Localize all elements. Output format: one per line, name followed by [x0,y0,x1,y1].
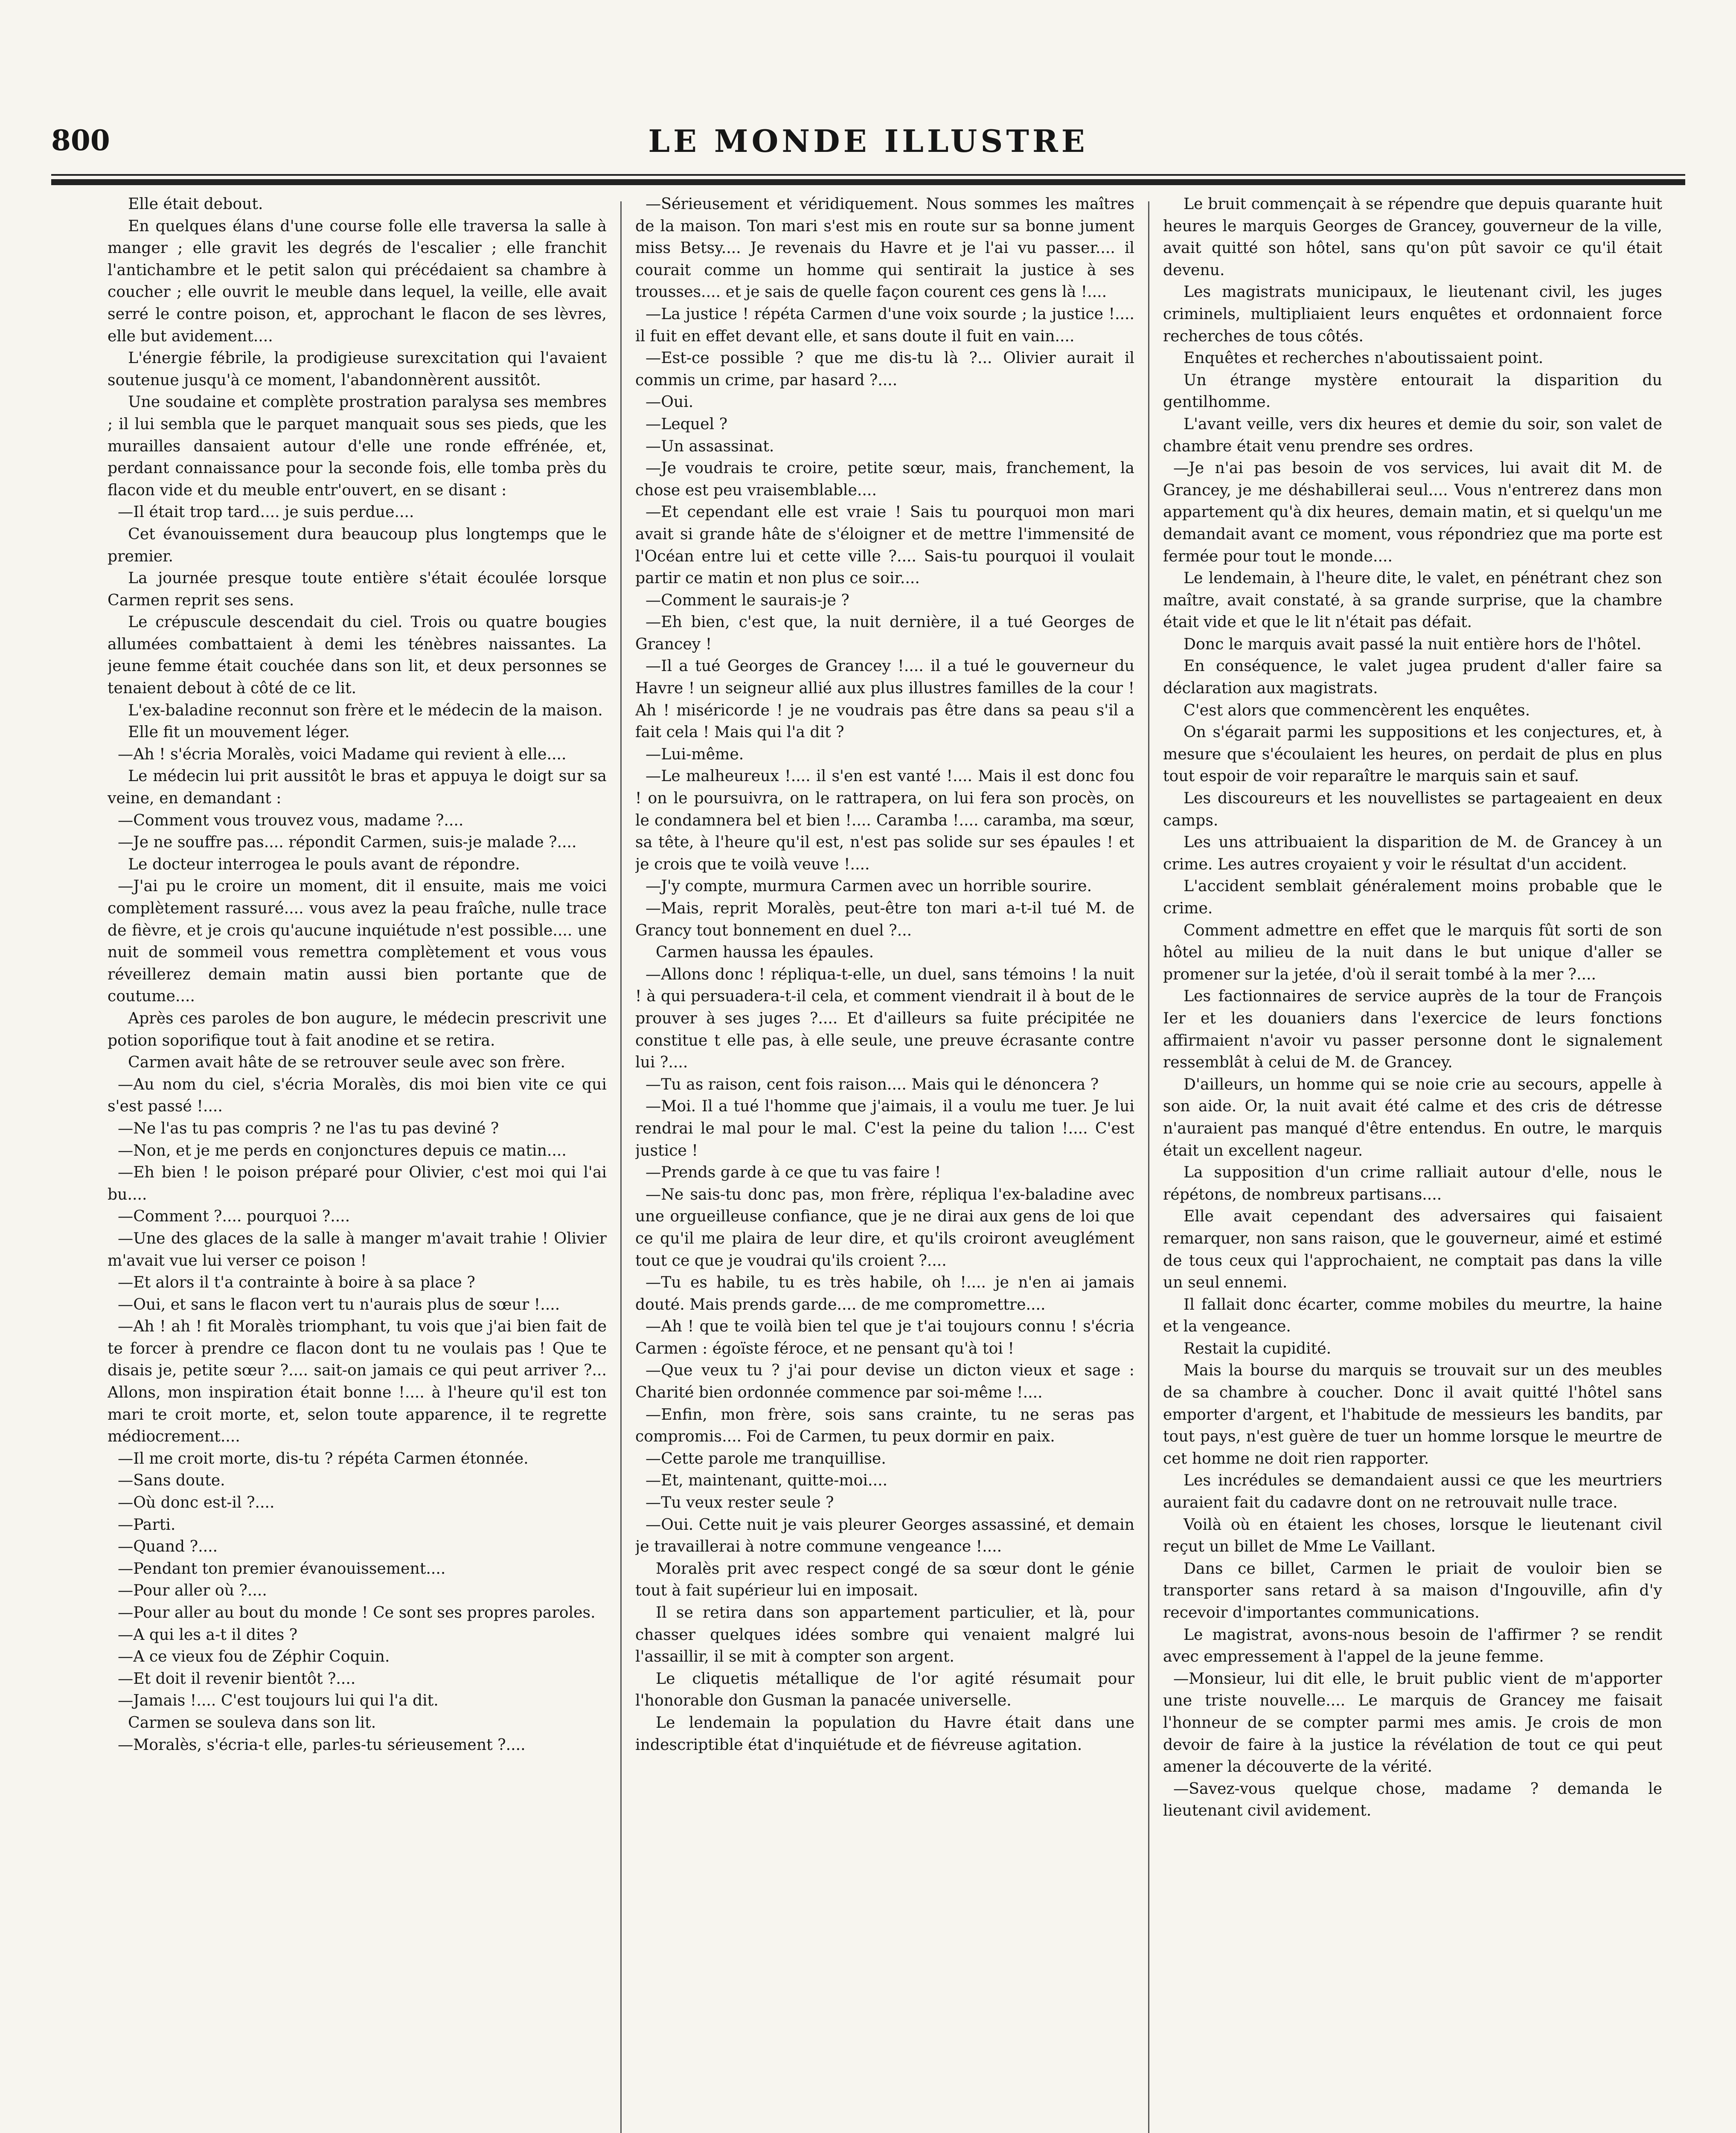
paragraph: Elle avait cependant des adversaires qui faisaient remarquer, non sans raison, que le gouverneur, aimé et estimé de tous ceux qui l'approchaient, ne comptait pas dans la ville un seul ennemi. [1163,1207,1662,1292]
paragraph: —J'y compte, murmura Carmen avec un horrible sourire. [646,877,1092,895]
paragraph: —Où donc est-il ?.... [118,1493,275,1512]
paragraph: Voilà où en étaient les choses, lorsque le lieutenant civil reçut un billet de Mme Le Vaillant. [1163,1515,1662,1556]
paragraph: Moralès prit avec respect congé de sa sœur dont le génie tout à fait supérieur lui en imposait. [635,1559,1134,1600]
column-1 [108,193,607,2133]
paragraph: L'énergie fébrile, la prodigieuse surexcitation qui l'avaient soutenue jusqu'à ce moment, l'abandonnèrent aussitôt. [108,349,607,389]
paragraph: L'accident semblait généralement moins probable que le crime. [1163,877,1662,917]
paragraph: Le bruit commençait à se répendre que depuis quarante huit heures le marquis Georges de Grancey, gouverneur de la ville, avait quitté son hôtel, sans qu'on pût savoir ce qu'il était devenu. [1163,195,1662,279]
paragraph: —Ne l'as tu pas compris ? ne l'as tu pas deviné ? [118,1119,499,1137]
paragraph: —Est-ce possible ? que me dis-tu là ?... Olivier aurait il commis un crime, par hasard ?.... [635,349,1134,389]
paragraph: —Je ne souffre pas.... répondit Carmen, suis-je malade ?.... [118,833,577,851]
paragraph: —Il a tué Georges de Grancey !.... il a tué le gouverneur du Havre ! un seigneur allié aux plus illustres familles de la cour ! Ah ! miséricorde ! je ne voudrais pas être dans sa peau s'il a fait cela ! Mais qui l'a dit ? [635,657,1134,741]
paragraph: —Monsieur, lui dit elle, le bruit public vient de m'apporter une triste nouvelle.... Le marquis de Grancey me faisait l'honneur de se compter parmi mes amis. Je crois de mon devoir de faire à la justice la révélation de tout ce qui peut amener la découverte de la vérité. [1163,1669,1662,1776]
paragraph: —Allons donc ! répliqua-t-elle, un duel, sans témoins ! la nuit ! à qui persuadera-t-il cela, et comment viendrait il à bout de le prouver à ses juges ?.... Et d'ailleurs sa fuite précipitée ne constitue t elle pas, à elle seule, une preuve écrasante contre lui ?.... [635,965,1134,1072]
paragraph: Le magistrat, avons-nous besoin de l'affirmer ? se rendit avec empressement à l'appel de la jeune femme. [1163,1625,1662,1666]
paragraph: Une soudaine et complète prostration paralysa ses membres ; il lui sembla que le parquet manquait sous ses pieds, que les murailles dansaient autour d'elle une ronde effrénée, et, perdant connaissance pour la seconde fois, elle tomba près du flacon vide et du meuble entr'ouvert, en se disant : [108,392,607,499]
paragraph: —Une des glaces de la salle à manger m'avait trahie ! Olivier m'avait vue lui verser ce poison ! [108,1229,607,1270]
paragraph: Le crépuscule descendait du ciel. Trois ou quatre bougies allumées combattaient à demi les ténèbres naissantes. La jeune femme était couchée dans son lit, et deux personnes se tenaient debout à côté de ce lit. [108,613,607,697]
paragraph: Elle était debout. [128,195,263,213]
paragraph: —Prends garde à ce que tu vas faire ! [646,1163,941,1182]
paragraph: —Et cependant elle est vraie ! Sais tu pourquoi mon mari avait si grande hâte de s'éloigner et de mettre l'immensité de l'Océan entre lui et cette ville ?.... Sais-tu pourquoi il voulait partir ce matin et non plus ce soir.... [635,503,1134,587]
paragraph: Il fallait donc écarter, comme mobiles du meurtre, la haine et la vengeance. [1163,1295,1662,1336]
page-number: 800 [51,124,110,157]
paragraph: Mais la bourse du marquis se trouvait sur un des meubles de sa chambre à coucher. Donc il avait quitté l'hôtel sans emporter d'argent, et l'habitude de messieurs les bandits, par tout pays, n'est guère de tuer un homme lorsque le meurtre de cet homme ne doit rien rapporter. [1163,1361,1662,1468]
paragraph: —Enfin, mon frère, sois sans crainte, tu ne seras pas compromis.... Foi de Carmen, tu peux dormir en paix. [635,1405,1134,1446]
paragraph: —Sérieusement et véridiquement. Nous sommes les maîtres de la maison. Ton mari s'est mis en route sur sa bonne jument miss Betsy.... Je revenais du Havre et je l'ai vu passer.... il courait comme un homme qui sentirait la justice à ses trousses.... et je sais de quelle façon courent ces gens là !.... [635,195,1134,301]
column-2 [635,193,1134,2133]
paragraph: —Lequel ? [646,414,727,433]
paragraph: —J'ai pu le croire un moment, dit il ensuite, mais me voici complètement rassuré.... vous avez la peau fraîche, nulle trace de fièvre, et je crois qu'aucune inquiétude n'est possible.... une nuit de sommeil vous remettra complètement et vous vous réveillerez demain matin aussi bien portante que de coutume.... [108,877,607,1005]
paragraph: —Tu veux rester seule ? [646,1493,834,1512]
column-separator [1148,201,1149,2133]
paragraph: Le docteur interrogea le pouls avant de répondre. [128,854,520,873]
paragraph: L'avant veille, vers dix heures et demie du soir, son valet de chambre était venu prendre ses ordres. [1163,414,1662,455]
paragraph: Dans ce billet, Carmen le priait de vouloir bien se transporter sans retard à sa maison d'Ingouville, afin d'y recevoir d'importantes communications. [1163,1559,1662,1622]
paragraph: —Cette parole me tranquillise. [646,1449,886,1468]
paragraph: Un étrange mystère entourait la disparition du gentilhomme. [1163,370,1662,411]
paragraph: Après ces paroles de bon augure, le médecin prescrivit une potion soporifique tout à fait anodine et se retira. [108,1008,607,1049]
paragraph: Carmen haussa les épaules. [656,943,874,962]
paragraph: C'est alors que commencèrent les enquêtes. [1184,700,1530,719]
paragraph: La supposition d'un crime ralliait autour d'elle, nous le répétons, de nombreux partisans.... [1163,1163,1662,1203]
paragraph: —Il était trop tard.... je suis perdue.... [118,503,414,521]
paragraph: —Pendant ton premier évanouissement.... [118,1559,446,1578]
paragraph: —Je voudrais te croire, petite sœur, mais, franchement, la chose est peu vraisemblable.... [635,459,1134,499]
paragraph: D'ailleurs, un homme qui se noie crie au secours, appelle à son aide. Or, la nuit avait été calme et des cris de détresse n'auraient pas manqué d'être entendus. En outre, le marquis était un excellent nageur. [1163,1075,1662,1159]
paragraph: Enquêtes et recherches n'aboutissaient point. [1184,349,1544,367]
paragraph: —Ah ! que te voilà bien tel que je t'ai toujours connu ! s'écria Carmen : égoïste féroce, et ne pensant qu'à toi ! [635,1317,1134,1357]
paragraph: Les incrédules se demandaient aussi ce que les meurtriers auraient fait du cadavre dont on ne retrouvait nulle trace. [1163,1471,1662,1512]
paragraph: —La justice ! répéta Carmen d'une voix sourde ; la justice !.... il fuit en effet devant elle, et sans doute il fuit en vain.... [635,304,1134,345]
paragraph: —Et doit il revenir bientôt ?.... [118,1669,356,1688]
paragraph: En quelques élans d'une course folle elle traversa la salle à manger ; elle gravit les degrés de l'escalier ; elle franchit l'antichambre et le petit salon qui précédaient sa chambre à coucher ; elle ouvrit le meuble dans lequel, la veille, elle avait serré le contre poison, et, approchant le flacon de ses lèvres, elle but avidement.... [108,216,607,345]
paragraph: —Eh bien ! le poison préparé pour Olivier, c'est moi qui l'ai bu.... [108,1163,607,1203]
paragraph: —Moralès, s'écria-t elle, parles-tu sérieusement ?.... [118,1735,526,1754]
column-separator [620,201,622,2133]
paragraph: —Parti. [118,1515,176,1534]
paragraph: —Il me croit morte, dis-tu ? répéta Carmen étonnée. [118,1449,529,1468]
paragraph: L'ex-baladine reconnut son frère et le médecin de la maison. [128,700,603,719]
paragraph: —Non, et je me perds en conjonctures depuis ce matin.... [118,1141,567,1159]
paragraph: Il se retira dans son appartement particulier, et là, pour chasser quelques idées sombre qui venaient malgré lui l'assaillir, il se mit à compter son argent. [635,1603,1134,1666]
paragraph: Restait la cupidité. [1184,1339,1332,1357]
paragraph: Les magistrats municipaux, le lieutenant civil, les juges criminels, multipliaient leurs enquêtes et ordonnaient force recherches de tous côtés. [1163,282,1662,345]
paragraph: —Comment vous trouvez vous, madame ?.... [118,811,464,829]
paragraph: —Jamais !.... C'est toujours lui qui l'a dit. [118,1691,439,1710]
column-3 [1163,193,1662,2133]
paragraph: Les uns attribuaient la disparition de M. de Grancey à un crime. Les autres croyaient y voir le résultat d'un accident. [1163,833,1662,873]
paragraph: Le lendemain, à l'heure dite, le valet, en pénétrant chez son maître, avait constaté, à sa grande surprise, que la chambre était vide et que le lit n'était pas défait. [1163,569,1662,631]
paragraph: —Oui. [646,392,694,411]
paragraph: —Tu as raison, cent fois raison.... Mais qui le dénoncera ? [646,1075,1099,1093]
paragraph: Carmen se souleva dans son lit. [128,1713,376,1732]
paragraph: —Ah ! s'écria Moralès, voici Madame qui revient à elle.... [118,744,567,763]
header-rule-thick [51,179,1685,185]
paragraph: —Pour aller au bout du monde ! Ce sont ses propres paroles. [118,1603,596,1622]
paragraph: —Et alors il t'a contrainte à boire à sa place ? [118,1273,475,1292]
paragraph: Carmen avait hâte de se retrouver seule avec son frère. [128,1053,566,1072]
paragraph: —Je n'ai pas besoin de vos services, lui avait dit M. de Grancey, je me déshabillerai seul.... Vous n'entrerez dans mon appartement qu'à dix heures, demain matin, et si quelqu'un me demandait avant ce moment, vous répondriez que ma porte est fermée pour tout le monde.... [1163,459,1662,565]
paragraph: Le lendemain la population du Havre était dans une indescriptible état d'inquiétude et de fiévreuse agitation. [635,1713,1134,1754]
paragraph: —Au nom du ciel, s'écria Moralès, dis moi bien vite ce qui s'est passé !.... [108,1075,607,1116]
paragraph: —Pour aller où ?.... [118,1581,267,1600]
paragraph: —Lui-même. [646,744,744,763]
paragraph: —Moi. Il a tué l'homme que j'aimais, il a voulu me tuer. Je lui rendrai le mal pour le mal. C'est la peine du talion !.... C'est justice ! [635,1097,1134,1159]
header-rule-thin [51,174,1685,176]
article-columns [108,193,1662,2133]
paragraph: —Tu es habile, tu es très habile, oh !.... je n'en ai jamais douté. Mais prends garde.... de me compromettre.... [635,1273,1134,1314]
paragraph: En conséquence, le valet jugea prudent d'aller faire sa déclaration aux magistrats. [1163,657,1662,697]
paragraph: On s'égarait parmi les suppositions et les conjectures, et, à mesure que s'écoulaient les heures, on perdait de plus en plus tout espoir de voir reparaître le marquis sain et sauf. [1163,723,1662,785]
paragraph: —Ne sais-tu donc pas, mon frère, répliqua l'ex-baladine avec une orgueilleuse confiance, que je ne dirai aux gens de loi que ce qu'il me plaira de leur dire, et qu'ils croiront aveuglément tout ce que je voudrai qu'ils croient ?.... [635,1185,1134,1270]
paragraph: —Comment ?.... pourquoi ?.... [118,1207,350,1226]
paragraph: —Oui. Cette nuit je vais pleurer Georges assassiné, et demain je travaillerai à notre commune vengeance !.... [635,1515,1134,1556]
paragraph: Comment admettre en effet que le marquis fût sorti de son hôtel au milieu de la nuit dans le but unique d'aller se promener sur la jetée, d'où il serait tombé à la mer ?.... [1163,921,1662,983]
paragraph: —Ah ! ah ! fit Moralès triomphant, tu vois que j'ai bien fait de te forcer à prendre ce flacon dont tu ne voulais pas ! Que te disais je, petite sœur ?.... sait-on jamais ce qui peut arriver ?... Allons, mon inspiration était bonne !.... à l'heure qu'il est ton mari te croit morte, et, selon toute apparence, il te regrette médiocrement.... [108,1317,607,1446]
paragraph: —Et, maintenant, quitte-moi.... [646,1471,888,1490]
paragraph: —Quand ?.... [118,1537,218,1556]
paragraph: Les factionnaires de service auprès de la tour de François Ier et les douaniers dans l'exercice de leurs fonctions affirmaient n'avoir vu passer personne dont le signalement ressemblât à celui de M. de Grancey. [1163,987,1662,1072]
journal-title: LE MONDE ILLUSTRE [648,123,1088,159]
paragraph: —Mais, reprit Moralès, peut-être ton mari a-t-il tué M. de Grancy tout bonnement en duel ?... [635,899,1134,939]
paragraph: —Comment le saurais-je ? [646,590,849,609]
paragraph: Cet évanouissement dura beaucoup plus longtemps que le premier. [108,524,607,565]
paragraph: —A ce vieux fou de Zéphir Coquin. [118,1647,390,1666]
paragraph: Le cliquetis métallique de l'or agité résumait pour l'honorable don Gusman la panacée universelle. [635,1669,1134,1710]
paragraph: Le médecin lui prit aussitôt le bras et appuya le doigt sur sa veine, en demandant : [108,767,607,808]
paragraph: La journée presque toute entière s'était écoulée lorsque Carmen reprit ses sens. [108,569,607,609]
paragraph: —Sans doute. [118,1471,225,1490]
paragraph: Elle fit un mouvement léger. [128,723,350,741]
paragraph: —Eh bien, c'est que, la nuit dernière, il a tué Georges de Grancey ! [635,613,1134,653]
paragraph: —Oui, et sans le flacon vert tu n'aurais plus de sœur !.... [118,1295,560,1314]
paragraph: —Un assassinat. [646,436,774,455]
paragraph: Les discoureurs et les nouvellistes se partageaient en deux camps. [1163,789,1662,829]
paragraph: —Savez-vous quelque chose, madame ? demanda le lieutenant civil avidement. [1163,1779,1662,1820]
masthead [51,112,1685,171]
paragraph: —Le malheureux !.... il s'en est vanté !.... Mais il est donc fou ! on le poursuivra, on le rattrapera, on lui fera son procès, on le condamnera bel et bien !.... Caramba !.... caramba, ma sœur, sa tête, à l'heure qu'il est, n'est pas solide sur ses épaules ! et je crois que te voilà veuve !.... [635,767,1134,873]
paragraph: Donc le marquis avait passé la nuit entière hors de l'hôtel. [1184,634,1642,653]
paragraph: —Que veux tu ? j'ai pour devise un dicton vieux et sage : Charité bien ordonnée commence par soi-même !.... [635,1361,1134,1402]
paragraph: —A qui les a-t il dites ? [118,1625,298,1644]
